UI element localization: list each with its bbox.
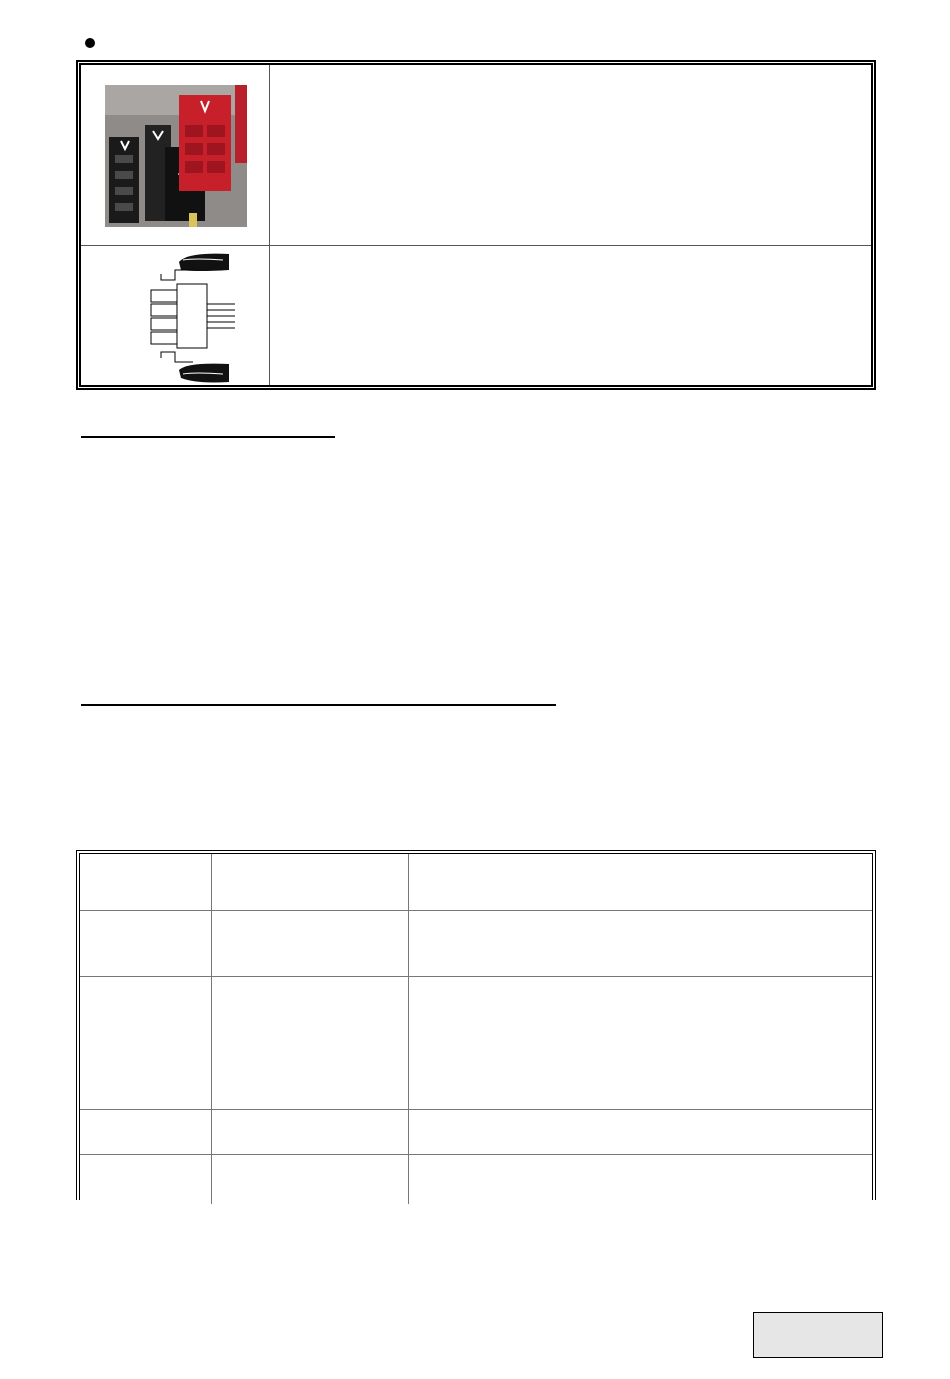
spec-table-row: [80, 977, 872, 1110]
spec-cell: [409, 911, 872, 976]
spec-cell: [409, 1155, 872, 1204]
spec-cell: [212, 1155, 409, 1204]
bullet-point: [85, 38, 95, 48]
spec-cell: [80, 1110, 212, 1154]
spec-table-row: [80, 1155, 872, 1204]
section-heading-1-underline: [81, 436, 335, 438]
connector-photo-description: [270, 65, 871, 245]
spec-cell: [409, 1110, 872, 1154]
spec-table-row: [80, 911, 872, 977]
connector-photo-image: [105, 85, 247, 227]
spec-cell: [80, 911, 212, 976]
spec-cell: [212, 911, 409, 976]
spec-cell: [212, 1110, 409, 1154]
spec-header-cell-1: [80, 854, 212, 910]
connector-release-diagram: [137, 248, 237, 386]
connector-row-diagram: [81, 246, 871, 385]
spec-cell: [80, 977, 212, 1109]
spec-cell: [409, 977, 872, 1109]
connector-diagram-description: [270, 246, 871, 385]
spec-cell: [80, 1155, 212, 1204]
connector-table: [76, 60, 876, 390]
page-number-box: [753, 1312, 883, 1358]
section-heading-2-underline: [81, 704, 556, 706]
spec-cell: [212, 977, 409, 1109]
connector-row-photo: [81, 65, 871, 246]
connector-diagram-cell: [81, 246, 270, 385]
spec-header-cell-2: [212, 854, 409, 910]
spec-table-header-row: [80, 854, 872, 911]
spec-table-row: [80, 1110, 872, 1155]
connector-photo-cell: [81, 65, 270, 245]
spec-table: [76, 850, 876, 1200]
spec-header-cell-3: [409, 854, 872, 910]
